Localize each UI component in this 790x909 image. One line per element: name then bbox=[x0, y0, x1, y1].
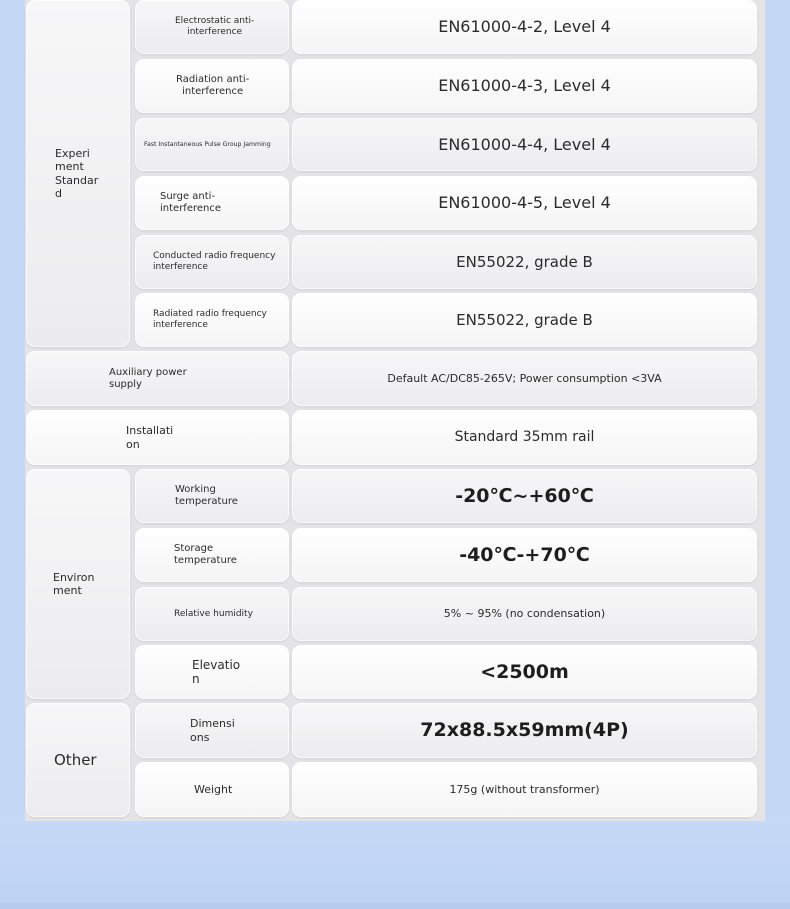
row-value: <2500m bbox=[480, 660, 569, 683]
label-elevation bbox=[135, 645, 289, 699]
row-value: EN61000-4-3, Level 4 bbox=[438, 76, 611, 96]
row-value: 175g (without transformer) bbox=[449, 782, 600, 796]
row-value: 5% ~ 95% (no condensation) bbox=[443, 607, 606, 621]
row-label: Auxiliary power supply bbox=[109, 366, 187, 390]
value-fast-pulse bbox=[292, 118, 757, 171]
group-other bbox=[26, 703, 130, 817]
label-weight bbox=[135, 762, 289, 817]
value-elevation bbox=[292, 645, 757, 699]
label-conducted-rf bbox=[135, 235, 289, 289]
label-auxiliary-power bbox=[26, 351, 289, 406]
row-label: Storage temperature bbox=[174, 543, 237, 566]
group-label: Environ ment bbox=[53, 570, 95, 597]
row-label: Dimensi ons bbox=[190, 717, 235, 744]
group-label: Other bbox=[54, 751, 97, 769]
value-working-temperature bbox=[292, 469, 757, 523]
value-radiated-rf bbox=[292, 293, 757, 347]
row-value: -20℃~+60℃ bbox=[455, 484, 594, 507]
label-working-temperature bbox=[135, 469, 289, 523]
row-value: EN61000-4-2, Level 4 bbox=[438, 17, 611, 37]
row-label: Surge anti- interference bbox=[160, 191, 222, 214]
row-value: Standard 35mm rail bbox=[454, 429, 595, 446]
value-conducted-rf bbox=[292, 235, 757, 289]
label-installation bbox=[26, 410, 289, 465]
row-label: Electrostatic anti- interference bbox=[175, 16, 255, 37]
label-fast-pulse bbox=[135, 118, 289, 171]
row-label: Fast Instantaneous Pulse Group Jamming bbox=[144, 140, 271, 148]
value-auxiliary-power bbox=[292, 351, 757, 406]
group-environment bbox=[26, 469, 130, 699]
row-value: EN61000-4-5, Level 4 bbox=[438, 193, 611, 213]
row-label: Installati on bbox=[126, 424, 174, 451]
label-electrostatic bbox=[135, 0, 289, 54]
row-value: EN55022, grade B bbox=[456, 311, 593, 329]
label-surge bbox=[135, 176, 289, 230]
group-experiment-standard bbox=[26, 0, 130, 347]
value-storage-temperature bbox=[292, 528, 757, 582]
row-label: Working temperature bbox=[175, 484, 238, 507]
value-installation bbox=[292, 410, 757, 465]
label-dimensions bbox=[135, 703, 289, 758]
row-label: Relative humidity bbox=[174, 608, 253, 619]
row-value: EN55022, grade B bbox=[456, 253, 593, 271]
row-value: EN61000-4-4, Level 4 bbox=[438, 134, 611, 154]
row-label: Elevatio n bbox=[192, 657, 241, 686]
value-surge bbox=[292, 176, 757, 230]
value-dimensions bbox=[292, 703, 757, 758]
label-relative-humidity bbox=[135, 587, 289, 641]
spec-table bbox=[25, 0, 765, 821]
row-label: Weight bbox=[194, 782, 233, 796]
page-background bbox=[0, 820, 790, 909]
value-radiation bbox=[292, 59, 757, 113]
bottom-edge bbox=[0, 903, 790, 909]
value-electrostatic bbox=[292, 0, 757, 54]
label-storage-temperature bbox=[135, 528, 289, 582]
row-value: 72x88.5x59mm(4P) bbox=[420, 719, 629, 742]
row-label: Conducted radio frequency interference bbox=[153, 251, 276, 272]
group-label: Experi ment Standar d bbox=[55, 147, 99, 200]
label-radiation bbox=[135, 59, 289, 113]
row-label: Radiated radio frequency interference bbox=[153, 309, 267, 330]
label-radiated-rf bbox=[135, 293, 289, 347]
row-label: Radiation anti- interference bbox=[176, 74, 250, 97]
row-value: -40℃-+70℃ bbox=[459, 543, 590, 566]
value-weight bbox=[292, 762, 757, 817]
row-value: Default AC/DC85-265V; Power consumption <3VA bbox=[387, 371, 662, 385]
value-relative-humidity bbox=[292, 587, 757, 641]
